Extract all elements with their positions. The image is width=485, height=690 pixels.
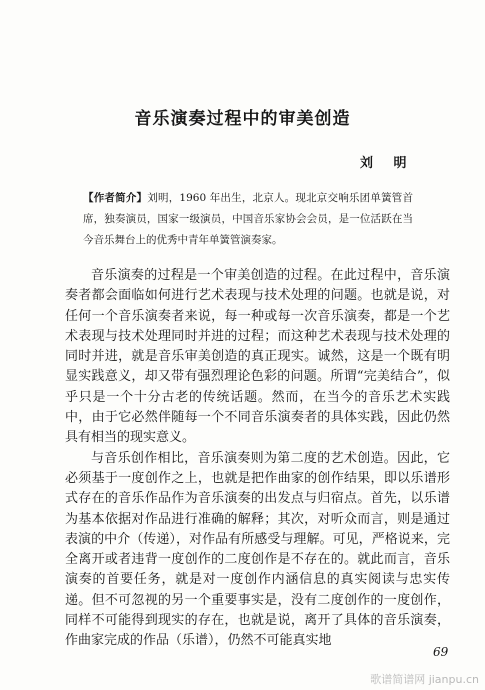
paragraph-1: 音乐演奏的过程是一个审美创造的过程。在此过程中，音乐演奏者都会面临如何进行艺术表现与技术处理的问题。也就是说，对任何一个音乐演奏者来说，每一种或每一次音乐演奏，都是一个艺术表现与技术处理同时并进的过程；而这种艺术表现与技术处理的同时并进，就是音乐审美创造的真正现实。诚然，这是一个既有明显实践意义，却又带有强烈理论色彩的问题。所谓“完美结合”，似乎只是一个十分古老的传统话题。然而，在当今的音乐艺术实践中，由于它必然伴随每一个不同音乐演奏者的具体实践，因此仍然具有相当的现实意义。 <box>65 268 450 446</box>
author-name: 刘 明 <box>360 156 415 171</box>
article-body <box>65 266 450 652</box>
bio-label: 【作者简介】 <box>83 192 148 204</box>
article-title: 音乐演奏过程中的审美创造 <box>134 109 351 129</box>
paragraph-2: 与音乐创作相比，音乐演奏则为第二度的艺术创造。因此，它必须基于一度创作之上，也就是把作曲家的创作结果，即以乐谱形式存在的音乐作品作为音乐演奏的出发点与归宿点。首先，以乐谱为基本依据对作品进行准确的解释；其次，对听众而言，则是通过表演的中介（传递），对作品有所感受与理解。可见，严格说来，完全离开或者违背一度创作的二度创作是不存在的。就此而言，音乐演奏的首要任务，就是对一度创作内涵信息的真实阅读与忠实传递。但不可忽视的另一个重要事实是，没有二度创作的一度创作，同样不可能得到现实的存在，也就是说，离开了具体的音乐演奏，作曲家完成的作品（乐谱），仍然不可能真实地 <box>65 450 450 649</box>
bio-text: 刘明，1960 年出生，北京人。现北京交响乐团单簧管首席，独奏演员，国家一级演员，中国音乐家协会会员，是一位活跃在当今音乐舞台上的优秀中青年单簧管演奏家。 <box>83 192 414 246</box>
author-bio <box>83 188 413 251</box>
page-number: 69 <box>433 645 449 659</box>
site-watermark: 歌谱简谱网 jianpu.cn <box>370 673 479 686</box>
